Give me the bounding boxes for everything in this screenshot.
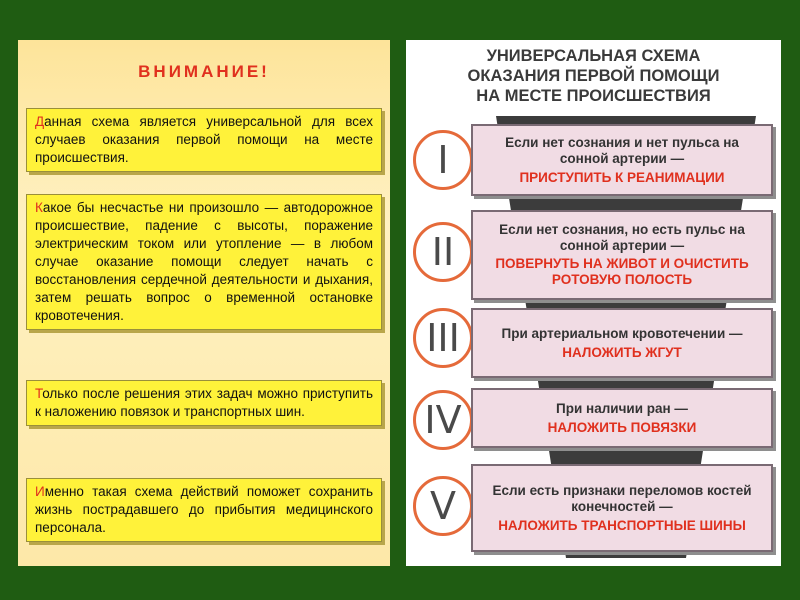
note-priority: [26, 194, 382, 330]
step-box-resuscitation: [471, 124, 773, 196]
step-action: НАЛОЖИТЬ ПОВЯЗКИ: [547, 419, 697, 435]
step-box-tourniquet: [471, 308, 773, 378]
attention-heading: ВНИМАНИЕ!: [138, 62, 270, 81]
step-action: НАЛОЖИТЬ ЖГУТ: [562, 344, 682, 360]
step-box-bandages: [471, 388, 773, 448]
scheme-title-line: ОКАЗАНИЯ ПЕРВОЙ ПОМОЩИ: [467, 67, 720, 85]
step-condition: Если есть признаки переломов костей конечностей —: [492, 482, 752, 514]
step-condition: Если нет сознания и нет пульса на сонной артерии —: [505, 134, 739, 166]
step-numeral-circle: V: [413, 476, 473, 536]
note-initial: Т: [35, 386, 43, 401]
note-text: анная схема является универсальной для всех случаев оказания первой помощи на месте происшествия.: [35, 114, 373, 165]
note-text: менно такая схема действий поможет сохранить жизнь пострадавшего до прибытия медицинского персонала.: [35, 484, 373, 535]
step-condition: Если нет сознания, но есть пульс на сонной артерии —: [499, 222, 745, 253]
note-initial: Д: [35, 114, 45, 129]
note-text: акое бы несчастье ни произошло — автодорожное происшествие, падение с высоты, поражение электрическим током или утопление — в любом случае оказание помощи следует начать с восстановления сердечной деятельности и дыхания, затем решать вопрос о временной остановке кровотечения.: [35, 200, 373, 323]
step-box-recovery-position: [471, 210, 773, 300]
note-initial: И: [35, 484, 45, 499]
attention-panel: [18, 40, 390, 566]
scheme-title-line: УНИВЕРСАЛЬНАЯ СХЕМА: [486, 47, 701, 65]
step-condition: При артериальном кровотечении —: [501, 325, 743, 341]
step-numeral-circle: III: [413, 308, 473, 368]
note-text: олько после решения этих задач можно приступить к наложению повязок и транспортных шин.: [35, 386, 373, 419]
step-box-splints: [471, 464, 773, 552]
note-initial: К: [35, 200, 43, 215]
step-numeral-circle: I: [413, 130, 473, 190]
first-aid-scheme-panel: [406, 40, 781, 566]
note-universal-scheme: [26, 108, 382, 172]
step-numeral-circle: II: [413, 222, 473, 282]
step-action: ПРИСТУПИТЬ К РЕАНИМАЦИИ: [519, 169, 725, 185]
scheme-title-line: НА МЕСТЕ ПРОИСШЕСТВИЯ: [476, 87, 711, 105]
note-after-tasks: [26, 380, 382, 426]
step-condition: При наличии ран —: [556, 400, 688, 416]
step-action: НАЛОЖИТЬ ТРАНСПОРТНЫЕ ШИНЫ: [498, 517, 746, 533]
note-save-life: [26, 478, 382, 542]
step-action: ПОВЕРНУТЬ НА ЖИВОТ И ОЧИСТИТЬ РОТОВУЮ ПОЛОСТЬ: [495, 256, 749, 287]
step-numeral-circle: IV: [413, 390, 473, 450]
